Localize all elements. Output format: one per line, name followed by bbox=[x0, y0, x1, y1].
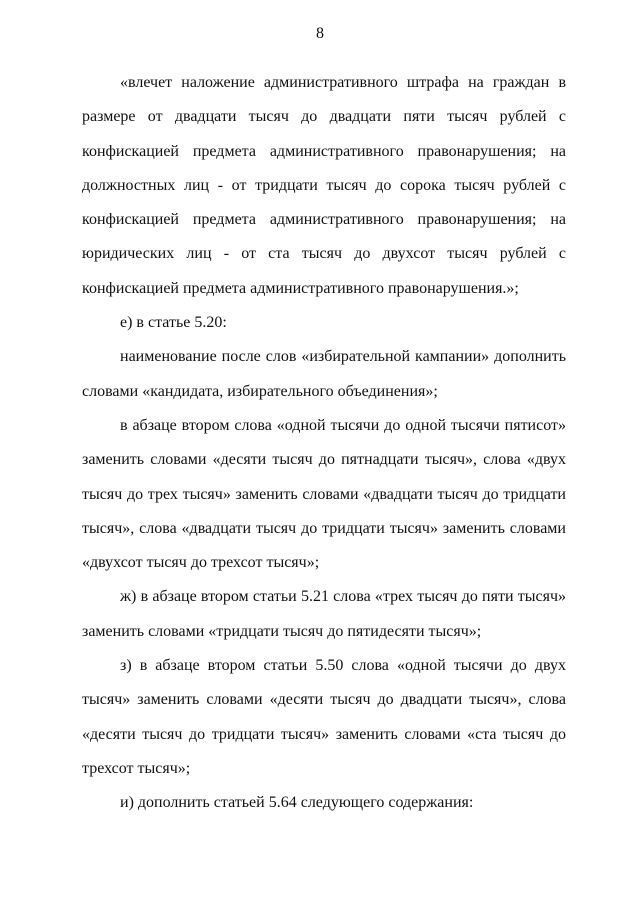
paragraph-second-clause-5-20: в абзаце втором слова «одной тысячи до одной тысячи пятисот» заменить словами «десяти тысяч до пятнадцати тысяч», слова «двух тысяч до трех тысяч» заменить словами «двадцати тысяч до тридцати тысяч», слова «двадцати тысяч до тридцати тысяч» заменить словами «двухсот тысяч до трехсот тысяч»; bbox=[82, 416, 566, 572]
paragraph-article-5-21: ж) в абзаце втором статьи 5.21 слова «трех тысяч до пяти тысяч» заменить словами «тридцати тысяч до пятидесяти тысяч»; bbox=[82, 588, 566, 640]
paragraph-article-5-64: и) дополнить статьей 5.64 следующего содержания: bbox=[120, 794, 474, 812]
paragraph-title-amendment: наименование после слов «избирательной кампании» дополнить словами «кандидата, избирательного объединения»; bbox=[82, 348, 566, 400]
document-body bbox=[82, 66, 566, 821]
page-number: 8 bbox=[316, 25, 324, 42]
paragraph-article-5-50: з) в абзаце втором статьи 5.50 слова «одной тысячи до двух тысяч» заменить словами «десяти тысяч до двадцати тысяч», слова «десяти тысяч до тридцати тысяч» заменить словами «ста тысяч до трехсот тысяч»; bbox=[82, 657, 566, 777]
paragraph-fine-text: «влечет наложение административного штрафа на граждан в размере от двадцати тысяч до двадцати пяти тысяч рублей с конфискацией предмета административного правонарушения; на должностных лиц - от тридцати тысяч до сорока тысяч рублей с конфискацией предмета административного правонарушения; на юридических лиц - от ста тысяч до двухсот тысяч рублей с конфискацией предмета административного правонарушения.»; bbox=[82, 74, 566, 297]
paragraph-article-5-20: е) в статье 5.20: bbox=[120, 314, 227, 332]
